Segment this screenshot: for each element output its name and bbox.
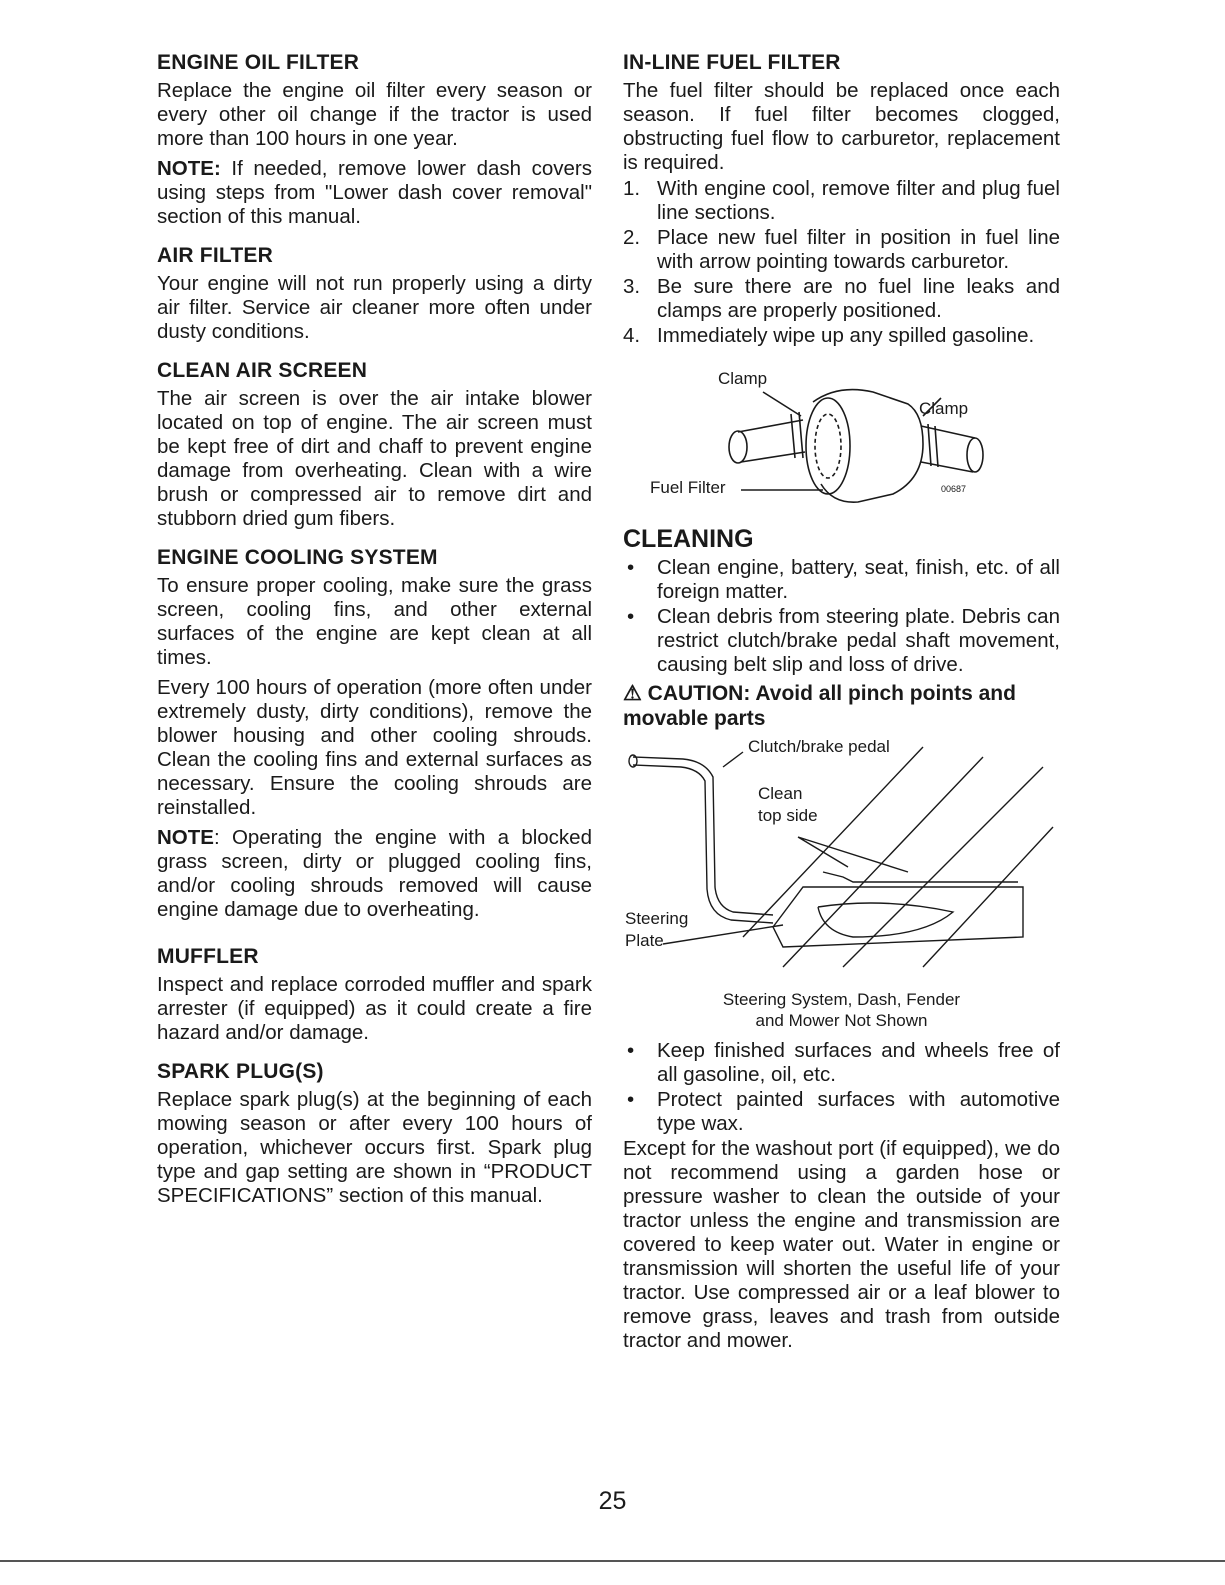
bottom-divider [0, 1560, 1225, 1562]
fuel-filter-figure [623, 354, 1060, 514]
clutch-brake-pedal-label: Clutch/brake pedal [748, 737, 890, 756]
caution-notice [623, 681, 1060, 731]
bullet-icon: • [627, 556, 635, 579]
muffler-heading: MUFFLER [157, 945, 259, 968]
cleaning-bullets-bottom [623, 1039, 1060, 1136]
engine-cooling-section [157, 545, 592, 922]
step-number: 1. [623, 177, 641, 200]
clean-air-screen-body: The air screen is over the air intake blower located on top of engine. The air screen must be kept free of dirt and chaff to prevent engine damage from overheating. Clean with a wire brush or compressed air to remove dirt and stubborn dried gum fibers. [157, 387, 592, 530]
steering-label-line-2: Plate [625, 931, 664, 950]
engine-cooling-heading: ENGINE COOLING SYSTEM [157, 546, 438, 569]
page-number: 25 [598, 1487, 627, 1515]
engine-oil-filter-note [157, 157, 592, 229]
clean-label-line-2: top side [758, 806, 818, 825]
caption-line-1: Steering System, Dash, Fender [722, 990, 961, 1009]
bullet-icon: • [627, 1088, 635, 1111]
air-filter-section [157, 243, 592, 344]
air-filter-body: Your engine will not run properly using a dirty air filter. Service air cleaner more often under dusty conditions. [157, 272, 592, 343]
muffler-body: Inspect and replace corroded muffler and spark arrester (if equipped) as it could create a fire hazard and/or damage. [157, 973, 592, 1044]
note-label: NOTE [157, 826, 214, 849]
muffler-section [157, 944, 592, 1045]
inline-fuel-filter-section [623, 50, 1060, 514]
bullet-icon: • [627, 605, 635, 628]
cleaning-bullets-top [623, 556, 1060, 677]
cleaning-section [623, 524, 1060, 1353]
step-text: Immediately wipe up any spilled gasoline. [657, 324, 1035, 347]
right-column [623, 50, 1060, 1359]
step-item [623, 324, 1060, 348]
spark-plugs-section [157, 1059, 592, 1208]
left-column [157, 50, 592, 1222]
steering-plate-illustration [623, 737, 1060, 987]
bullet-item [623, 556, 1060, 604]
step-item [623, 226, 1060, 274]
clamp-label-right: Clamp [919, 399, 969, 418]
bullet-item [623, 605, 1060, 677]
cleaning-heading: CLEANING [623, 525, 754, 553]
fuel-filter-label: Fuel Filter [650, 478, 726, 497]
fuel-filter-steps [623, 177, 1060, 348]
caution-text: CAUTION: Avoid all pinch points and movable parts [623, 682, 1016, 730]
note-label: NOTE: [157, 157, 221, 180]
step-number: 3. [623, 275, 641, 298]
bullet-text: Clean engine, battery, seat, finish, etc. of all foreign matter. [657, 556, 1060, 603]
steering-label-line-1: Steering [625, 909, 689, 928]
bullet-item [623, 1039, 1060, 1087]
bullet-text: Keep finished surfaces and wheels free of all gasoline, oil, etc. [657, 1039, 1060, 1086]
bullet-text: Clean debris from steering plate. Debris can restrict clutch/brake pedal shaft movement, causing belt slip and loss of drive. [657, 605, 1060, 676]
engine-oil-filter-section [157, 50, 592, 229]
figure-code: 00687 [941, 484, 967, 494]
cleaning-body: Except for the washout port (if equipped), we do not recommend using a garden hose or pressure washer to clean the outside of your tractor unless the engine and transmission are covered to keep water out. Water in engine or transmission will shorten the useful life of your tractor. Use compressed air or a leaf blower to remove grass, leaves and trash from outside tractor and mower. [623, 1137, 1060, 1352]
air-filter-heading: AIR FILTER [157, 244, 273, 267]
spark-plugs-body: Replace spark plug(s) at the beginning of each mowing season or after every 100 hours of operation, whichever occurs first. Spark plug type and gap setting are shown in “PRODUCT SPECIFICATIONS” section of this manual. [157, 1088, 592, 1207]
clean-air-screen-section [157, 358, 592, 531]
bullet-item [623, 1088, 1060, 1136]
spark-plugs-heading: SPARK PLUG(S) [157, 1060, 324, 1083]
step-text: Be sure there are no fuel line leaks and clamps are properly positioned. [657, 275, 1060, 322]
bullet-icon: • [627, 1039, 635, 1062]
step-number: 2. [623, 226, 641, 249]
clean-label-line-1: Clean [758, 784, 803, 803]
steering-plate-figure [623, 737, 1060, 987]
engine-cooling-note [157, 826, 592, 922]
engine-oil-filter-heading: ENGINE OIL FILTER [157, 51, 360, 74]
step-text: Place new fuel filter in position in fuel line with arrow pointing towards carburetor. [657, 226, 1060, 273]
inline-fuel-filter-heading: IN-LINE FUEL FILTER [623, 51, 841, 74]
step-item [623, 275, 1060, 323]
bullet-text: Protect painted surfaces with automotive type wax. [657, 1088, 1060, 1135]
note-text: If needed, remove lower dash covers using steps from "Lower dash cover removal" section of this manual. [157, 157, 592, 228]
step-text: With engine cool, remove filter and plug fuel line sections. [657, 177, 1060, 224]
engine-oil-filter-body: Replace the engine oil filter every season or every other oil change if the tractor is used more than 100 hours in one year. [157, 79, 592, 150]
caption-line-2: and Mower Not Shown [755, 1011, 928, 1030]
figure-caption [623, 989, 1060, 1031]
step-item [623, 177, 1060, 225]
engine-cooling-body-1: To ensure proper cooling, make sure the grass screen, cooling fins, and other external surfaces of the engine are kept clean at all times. [157, 574, 592, 669]
engine-cooling-body-2: Every 100 hours of operation (more often under extremely dusty, dirty conditions), remove the blower housing and other cooling shrouds. Clean the cooling fins and external surfaces as necessary. Ensure the cooling shrouds are reinstalled. [157, 676, 592, 819]
clamp-label-left: Clamp [718, 369, 768, 388]
note-text: : Operating the engine with a blocked grass screen, dirty or plugged cooling fins, and/or cooling shrouds removed will cause engine damage due to overheating. [157, 826, 592, 921]
warning-icon: ⚠ [623, 682, 642, 705]
step-number: 4. [623, 324, 641, 347]
inline-fuel-filter-body: The fuel filter should be replaced once each season. If fuel filter becomes clogged, obstructing fuel flow to carburetor, replacement is required. [623, 79, 1060, 174]
clean-air-screen-heading: CLEAN AIR SCREEN [157, 359, 368, 382]
